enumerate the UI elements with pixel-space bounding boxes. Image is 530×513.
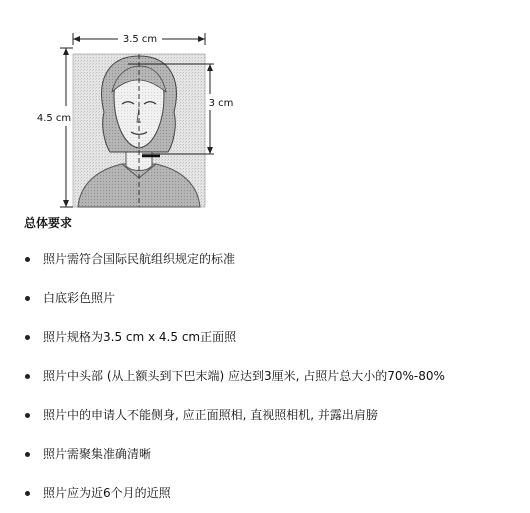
list-item-text: 照片规格为3.5 cm x 4.5 cm正面照 <box>43 330 237 344</box>
list-item <box>0 318 530 357</box>
bullet-icon <box>25 257 30 262</box>
height-dimension <box>60 48 73 207</box>
list-item <box>0 240 530 279</box>
list-item <box>0 357 530 396</box>
list-item <box>0 474 530 513</box>
bullet-icon <box>25 296 30 301</box>
bullet-icon <box>25 335 30 340</box>
list-item-text: 照片中的申请人不能侧身, 应正面照相, 直视照相机, 并露出肩膀 <box>43 408 378 422</box>
head-height-label: 3 cm <box>208 98 234 109</box>
list-item-text: 照片中头部 (从上额头到下巴末端) 应达到3厘米, 占照片总大小的70%-80% <box>43 369 445 383</box>
list-item <box>0 435 530 474</box>
section-title: 总体要求 <box>24 216 73 230</box>
list-item-text: 照片需符合国际民航组织规定的标准 <box>43 252 236 266</box>
list-item-text: 白底彩色照片 <box>43 291 116 305</box>
photo-diagram-svg <box>0 0 530 210</box>
bullet-icon <box>25 491 30 496</box>
list-item <box>0 279 530 318</box>
requirements-list <box>0 240 530 513</box>
width-label: 3.5 cm <box>122 34 158 45</box>
passport-photo-diagram <box>0 0 530 210</box>
bullet-icon <box>25 374 30 379</box>
list-item-text: 照片需聚集准确清晰 <box>43 447 152 461</box>
list-item <box>0 396 530 435</box>
bullet-icon <box>25 452 30 457</box>
height-label: 4.5 cm <box>36 113 72 124</box>
list-item-text: 照片应为近6个月的近照 <box>43 486 171 500</box>
head-dimension <box>207 64 213 154</box>
bullet-icon <box>25 413 30 418</box>
